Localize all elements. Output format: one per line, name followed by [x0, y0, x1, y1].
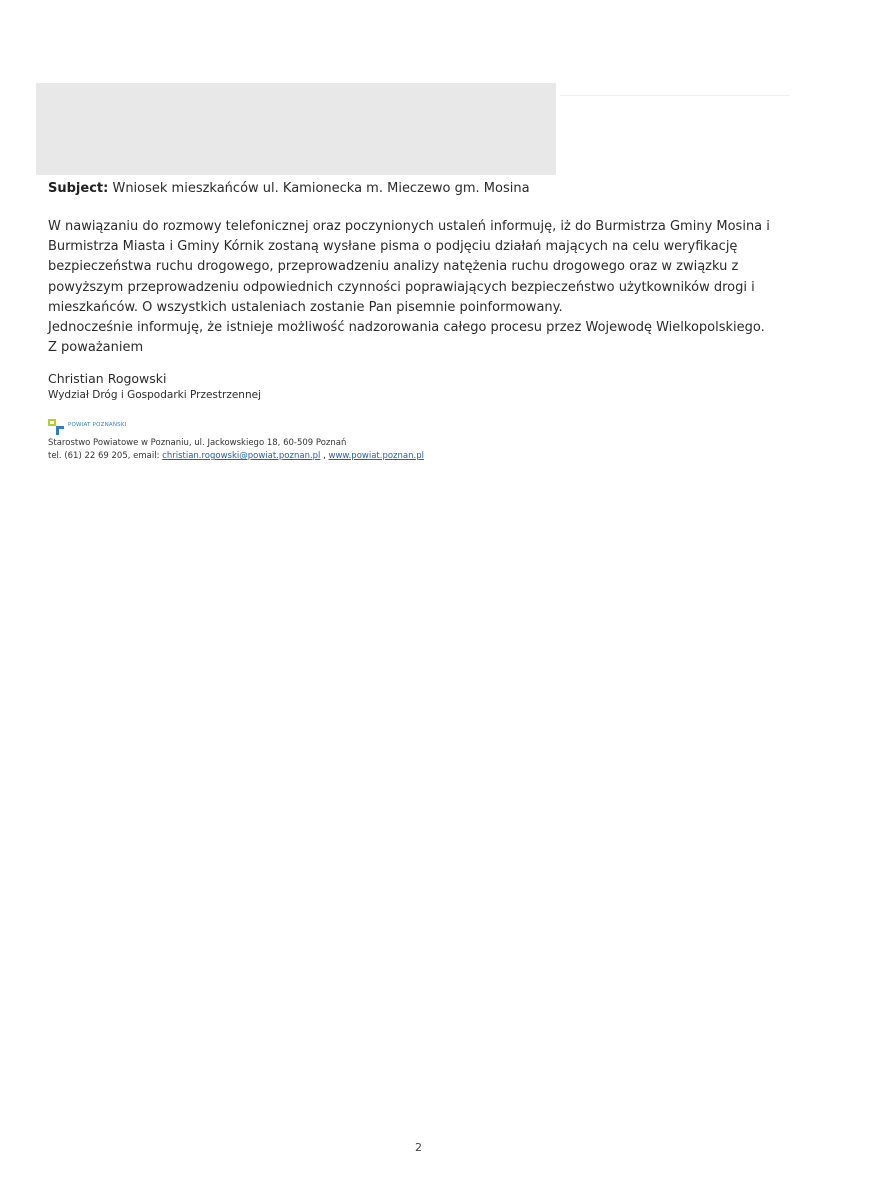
email-link[interactable]: christian.rogowski@powiat.poznan.pl	[162, 451, 321, 461]
footer-address: Starostwo Powiatowe w Poznaniu, ul. Jackowskiego 18, 60-509 Poznań	[48, 438, 347, 448]
footer-contact	[48, 450, 424, 462]
email-subject-line	[48, 180, 808, 198]
body-line: W nawiązaniu do rozmowy telefonicznej oraz poczynionych ustaleń informuję, iż do Burmistrza Gminy Mosina i	[48, 219, 770, 234]
subject-text: Wniosek mieszkańców ul. Kamionecka m. Mieczewo gm. Mosina	[108, 181, 530, 196]
body-line: Jednocześnie informuję, że istnieje możliwość nadzorowania całego procesu przez Wojewodę Wielkopolskiego.	[48, 320, 765, 336]
powiat-logo	[48, 419, 168, 435]
letter-body	[48, 217, 768, 358]
body-line: mieszkańców. O wszystkich ustaleniach zostanie Pan pisemnie poinformowany.	[48, 299, 563, 315]
contact-separator: ,	[320, 451, 329, 461]
body-line: bezpieczeństwa ruchu drogowego, przeprowadzeniu analizy natężenia ruchu drogowego oraz w związku z	[48, 259, 739, 275]
body-line: powyższym przeprowadzeniu odpowiednich czynności poprawiających bezpieczeństwo użytkowników drogi i	[48, 279, 755, 295]
signature-name: Christian Rogowski	[48, 371, 167, 386]
contact-phone: tel. (61) 22 69 205, email:	[48, 451, 163, 461]
signature-department: Wydział Dróg i Gospodarki Przestrzennej	[48, 389, 261, 401]
scan-artifact-line	[560, 95, 790, 96]
website-link[interactable]: www.powiat.poznan.pl	[328, 451, 424, 461]
closing-line: Z poważaniem	[48, 340, 144, 356]
subject-label: Subject:	[48, 181, 109, 196]
body-line: Burmistrza Miasta i Gminy Kórnik zostaną wysłane pisma o podjęciu działań mających na celu weryfikację	[48, 239, 738, 255]
page-number: 2	[415, 1141, 422, 1154]
powiat-logo-text: POWIAT POZNAŃSKI	[68, 422, 127, 428]
redacted-header-block	[36, 83, 556, 175]
powiat-logo-icon	[48, 419, 66, 435]
